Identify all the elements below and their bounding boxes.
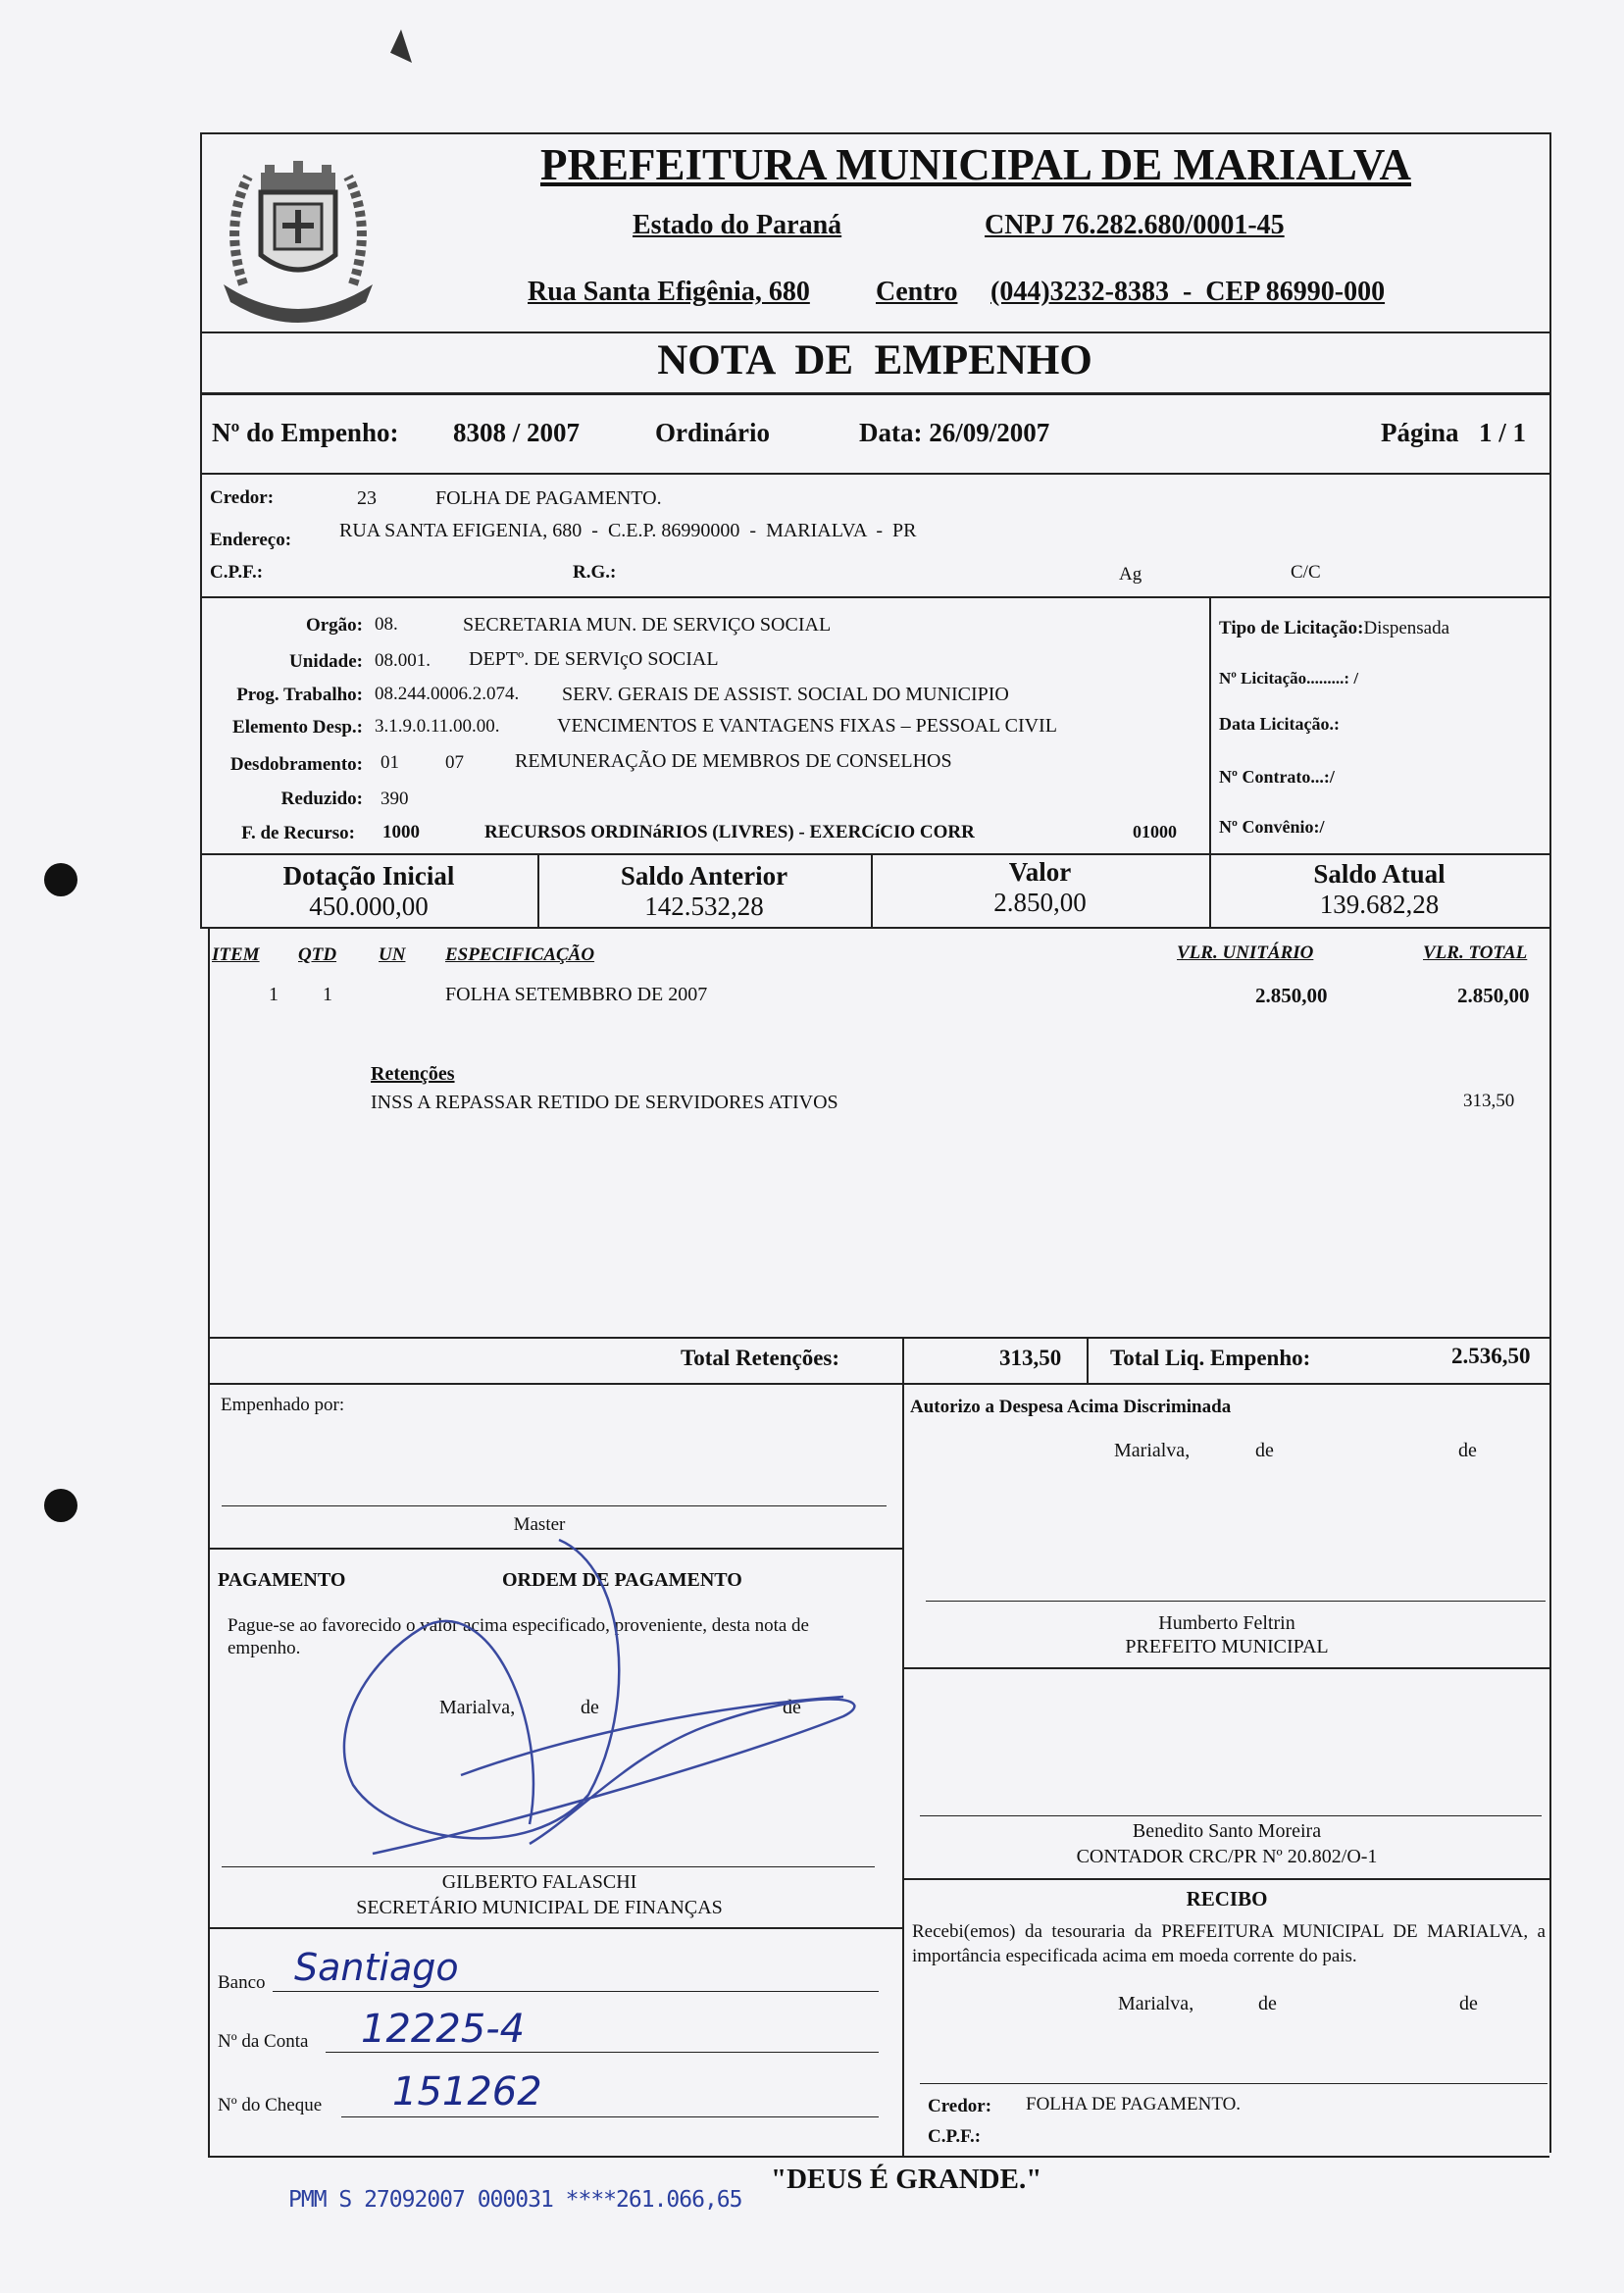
empenhado-por-label: Empenhado por: xyxy=(221,1395,345,1415)
total-retencoes-label: Total Retenções: xyxy=(681,1346,840,1370)
cpf-label: C.P.F.: xyxy=(210,562,264,583)
fonte-recurso-value: RECURSOS ORDINáRIOS (LIVRES) - EXERCíCIO CORR xyxy=(484,822,975,842)
recibo-text: Recebi(emos) da tesouraria da PREFEITURA MUNICIPAL DE MARIALVA, a importância especificada acima em moeda corrente do pais. xyxy=(912,1921,1546,1966)
col-header-unit-value: VLR. UNITÁRIO xyxy=(1177,943,1314,963)
saldo-valor xyxy=(871,857,1209,918)
numero-contrato: Nº Contrato...:/ xyxy=(1219,767,1335,787)
saldo-value: 139.682,28 xyxy=(1319,890,1440,919)
autorizo-date-city: Marialva, xyxy=(1114,1440,1191,1461)
saldo-value: 142.532,28 xyxy=(644,892,764,921)
recibo-date-city: Marialva, xyxy=(1118,1993,1194,2014)
empenho-date: Data: 26/09/2007 xyxy=(859,418,1050,447)
conta-label: Nº da Conta xyxy=(218,2031,309,2052)
total-liquido-value: 2.536,50 xyxy=(1451,1344,1531,1368)
banco-handwritten: Santiago xyxy=(294,1946,459,1989)
orgao-value: SECRETARIA MUN. DE SERVIÇO SOCIAL xyxy=(463,614,832,636)
tipo-licitacao xyxy=(1219,618,1449,639)
empenho-type: Ordinário xyxy=(655,418,771,447)
orgao-label: Orgão: xyxy=(305,615,363,636)
col-header-un: UN xyxy=(379,944,406,965)
item-spec: FOLHA SETEMBBRO DE 2007 xyxy=(445,984,708,1005)
secretario-role: SECRETÁRIO MUNICIPAL DE FINANÇAS xyxy=(356,1897,723,1918)
col-header-total-value: VLR. TOTAL xyxy=(1423,943,1528,963)
cnpj-line: CNPJ 76.282.680/0001-45 xyxy=(985,210,1285,240)
orgao-code: 08. xyxy=(375,614,398,635)
item-row xyxy=(200,984,1549,1013)
fonte-recurso-label: F. de Recurso: xyxy=(241,823,355,843)
col-header-qtd: QTD xyxy=(298,944,337,965)
endereco-value: RUA SANTA EFIGENIA, 680 - C.E.P. 86990000 - MARIALVA - PR xyxy=(339,520,917,541)
document-title: NOTA DE EMPENHO xyxy=(657,337,1092,383)
page-label: Página xyxy=(1381,418,1459,447)
recibo-credor-value: FOLHA DE PAGAMENTO. xyxy=(1026,2094,1242,2115)
agencia-label: Ag xyxy=(1119,564,1142,585)
autorizo-label: Autorizo a Despesa Acima Discriminada xyxy=(910,1397,1232,1417)
ordem-date-de2: de xyxy=(783,1697,801,1718)
retencoes-title: Retenções xyxy=(371,1063,455,1085)
saldo-label: Saldo Atual xyxy=(1313,859,1446,889)
page-number: 1 / 1 xyxy=(1479,418,1527,447)
prefeito-role: PREFEITO MUNICIPAL xyxy=(1125,1636,1329,1657)
fonte-recurso-code: 1000 xyxy=(382,822,420,842)
saldo-anterior xyxy=(537,861,871,922)
state-line: Estado do Paraná xyxy=(633,210,842,240)
unidade-value: DEPTº. DE SERVIçO SOCIAL xyxy=(469,648,719,670)
phone-cep-line: (044)3232-8383 - CEP 86990-000 xyxy=(990,277,1386,307)
elemento-code: 3.1.9.0.11.00.00. xyxy=(375,716,500,737)
item-unit-value: 2.850,00 xyxy=(1255,984,1328,1007)
recibo-date-de1: de xyxy=(1258,1993,1277,2014)
conta-handwritten: 12225-4 xyxy=(361,2007,526,2052)
tipo-licitacao-label: Tipo de Licitação: xyxy=(1219,618,1364,638)
unidade-code: 08.001. xyxy=(375,650,431,671)
recibo-title: RECIBO xyxy=(1186,1887,1268,1911)
credor-label: Credor: xyxy=(210,487,275,508)
contador-role: CONTADOR CRC/PR Nº 20.802/O-1 xyxy=(1076,1846,1378,1867)
unidade-label: Unidade: xyxy=(289,651,363,672)
retencao-value: 313,50 xyxy=(1463,1091,1515,1111)
scan-mark xyxy=(390,29,412,63)
recibo-date-de2: de xyxy=(1459,1993,1478,2014)
saldo-atual xyxy=(1209,859,1549,920)
total-liquido-label: Total Liq. Empenho: xyxy=(1110,1346,1311,1370)
fonte-recurso-code2: 01000 xyxy=(1133,822,1177,841)
desdobramento-value: REMUNERAÇÃO DE MEMBROS DE CONSELHOS xyxy=(515,750,952,772)
desdobramento-code1: 01 xyxy=(381,752,399,773)
desdobramento-label: Desdobramento: xyxy=(229,754,363,775)
binder-hole-bottom xyxy=(44,1489,77,1522)
ordem-date-city: Marialva, xyxy=(439,1697,516,1718)
ordem-date-de1: de xyxy=(581,1697,599,1718)
prog-trabalho-label: Prog. Trabalho: xyxy=(236,685,363,705)
saldo-label: Dotação Inicial xyxy=(282,861,455,891)
desdobramento-code2: 07 xyxy=(445,752,464,773)
recibo-cpf-label: C.P.F.: xyxy=(928,2126,982,2147)
prog-trabalho-code: 08.244.0006.2.074. xyxy=(375,684,520,704)
data-licitacao: Data Licitação.: xyxy=(1219,714,1340,734)
numero-convenio: Nº Convênio:/ xyxy=(1219,817,1325,837)
contador-name: Benedito Santo Moreira xyxy=(1132,1820,1322,1842)
district-line: Centro xyxy=(876,277,958,307)
elemento-label: Elemento Desp.: xyxy=(232,717,363,738)
master-label: Master xyxy=(513,1514,566,1535)
total-retencoes-value: 313,50 xyxy=(999,1346,1062,1370)
item-total-value: 2.850,00 xyxy=(1457,984,1530,1007)
endereco-label: Endereço: xyxy=(210,530,292,550)
pagamento-label: PAGAMENTO xyxy=(218,1569,346,1591)
reduzido-value: 390 xyxy=(381,789,409,809)
autorizo-date-de1: de xyxy=(1255,1440,1274,1461)
reduzido-label: Reduzido: xyxy=(280,789,363,809)
cheque-handwritten: 151262 xyxy=(392,2069,542,2115)
prog-trabalho-value: SERV. GERAIS DE ASSIST. SOCIAL DO MUNICIPIO xyxy=(562,684,1009,705)
recibo-credor-label: Credor: xyxy=(928,2096,992,2116)
binder-hole-top xyxy=(44,863,77,896)
saldo-dotacao-inicial xyxy=(200,861,537,922)
elemento-value: VENCIMENTOS E VANTAGENS FIXAS – PESSOAL CIVIL xyxy=(557,715,1057,737)
col-header-item: ITEM xyxy=(212,944,260,965)
rg-label: R.G.: xyxy=(573,562,617,583)
credor-name: FOLHA DE PAGAMENTO. xyxy=(435,487,662,509)
saldo-value: 450.000,00 xyxy=(309,892,429,921)
empenho-number: 8308 / 2007 xyxy=(453,418,581,447)
ordem-pagamento-label: ORDEM DE PAGAMENTO xyxy=(502,1569,742,1591)
credor-code: 23 xyxy=(357,487,377,509)
municipality-title: PREFEITURA MUNICIPAL DE MARIALVA xyxy=(539,140,1412,189)
empenho-number-label: Nº do Empenho: xyxy=(212,418,399,447)
footer-motto: "DEUS É GRANDE." xyxy=(771,2164,1042,2195)
address-line: Rua Santa Efigênia, 680 xyxy=(528,277,810,307)
saldo-label: Valor xyxy=(1008,857,1072,887)
numero-licitacao: Nº Licitação.........: / xyxy=(1219,669,1359,688)
prefeito-name: Humberto Feltrin xyxy=(1158,1612,1295,1634)
cheque-label: Nº do Cheque xyxy=(218,2095,323,2115)
retencao-description: INSS A REPASSAR RETIDO DE SERVIDORES ATIVOS xyxy=(371,1092,838,1113)
col-header-spec: ESPECIFICAÇÃO xyxy=(445,944,595,965)
pague-se-text: Pague-se ao favorecido o valor acima especificado, proveniente, desta nota de empenho. xyxy=(228,1615,809,1658)
tipo-licitacao-value: Dispensada xyxy=(1363,618,1450,638)
secretario-name: GILBERTO FALASCHI xyxy=(441,1871,637,1893)
item-qtd: 1 xyxy=(323,984,332,1005)
conta-corrente-label: C/C xyxy=(1291,562,1321,583)
bank-stamp: PMM S 27092007 000031 ****261.066,65 xyxy=(288,2187,742,2213)
municipal-logo xyxy=(204,137,392,326)
signature-scrawl xyxy=(333,1530,883,1903)
item-number: 1 xyxy=(269,984,279,1005)
saldo-label: Saldo Anterior xyxy=(620,861,788,891)
banco-label: Banco xyxy=(218,1972,266,1993)
autorizo-date-de2: de xyxy=(1458,1440,1477,1461)
saldo-value: 2.850,00 xyxy=(993,888,1087,917)
